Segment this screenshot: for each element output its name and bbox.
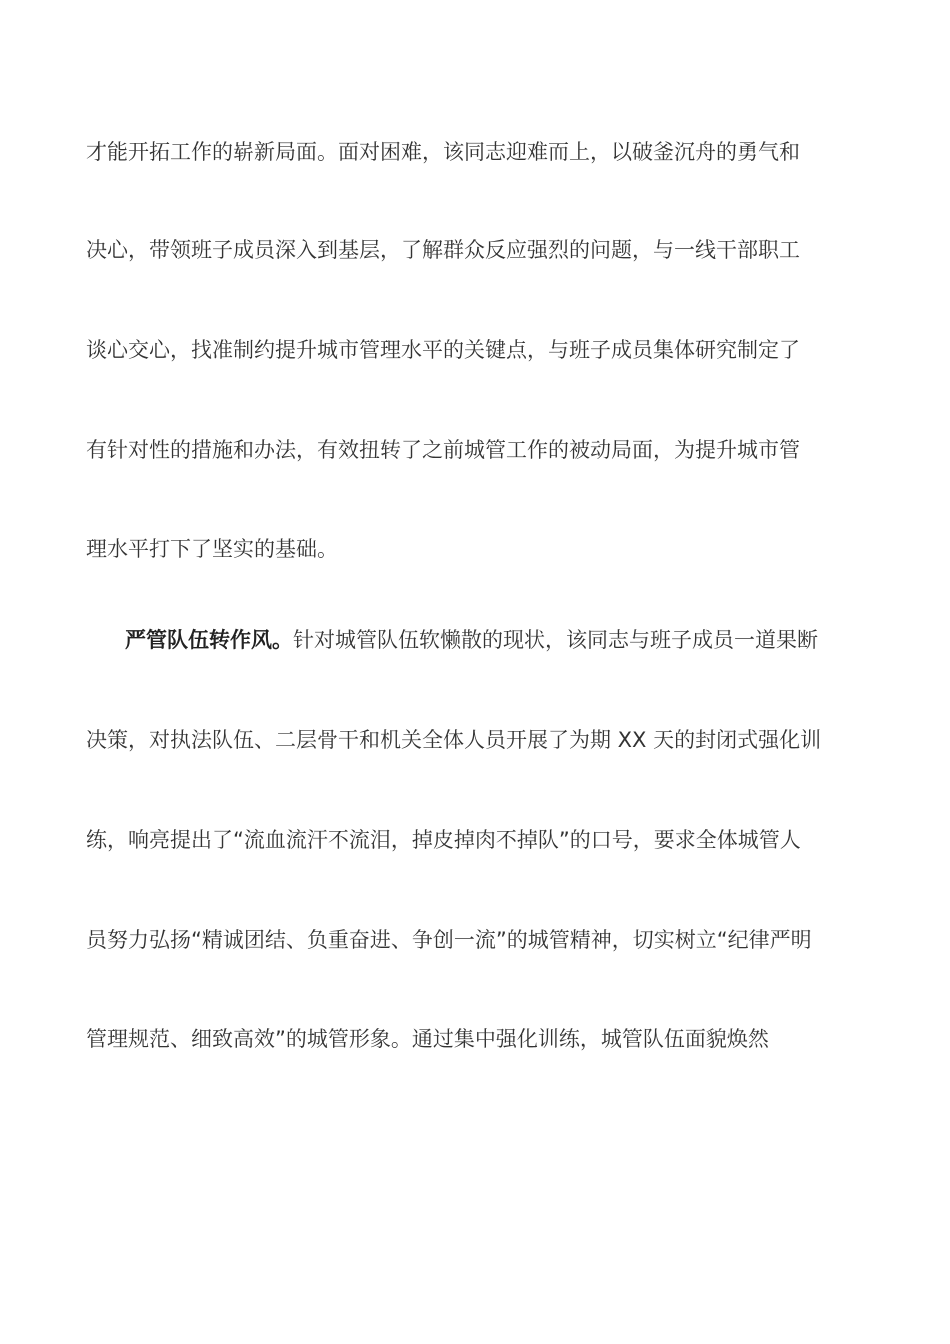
paragraph-line: 练，响亮提出了“流血流汗不流泪，掉皮掉肉不掉队”的口号，要求全体城管人 — [86, 828, 801, 852]
paragraph-line: 决心，带领班子成员深入到基层，了解群众反应强烈的问题，与一线干部职工 — [86, 238, 800, 262]
paragraph-line: 有针对性的措施和办法，有效扭转了之前城管工作的被动局面，为提升城市管 — [86, 438, 800, 462]
section-first-line — [125, 620, 866, 660]
paragraph-line: 谈心交心，找准制约提升城市管理水平的关键点，与班子成员集体研究制定了 — [86, 338, 800, 362]
paragraph-line: 员努力弘扬“精诚团结、负重奋进、争创一流”的城管精神，切实树立“纪律严明 — [86, 928, 812, 952]
section-heading: 严管队伍转作风。 — [125, 628, 293, 652]
paragraph-line: 管理规范、细致高效”的城管形象。通过集中强化训练，城管队伍面貌焕然 — [86, 1027, 769, 1051]
section-first-line-text: 针对城管队伍软懒散的现状，该同志与班子成员一道果断 — [293, 628, 818, 652]
paragraph-line: 决策，对执法队伍、二层骨干和机关全体人员开展了为期 XX 天的封闭式强化训 — [86, 728, 822, 752]
paragraph-line: 才能开拓工作的崭新局面。面对困难，该同志迎难而上，以破釜沉舟的勇气和 — [86, 140, 800, 164]
paragraph-line: 理水平打下了坚实的基础。 — [86, 537, 338, 561]
